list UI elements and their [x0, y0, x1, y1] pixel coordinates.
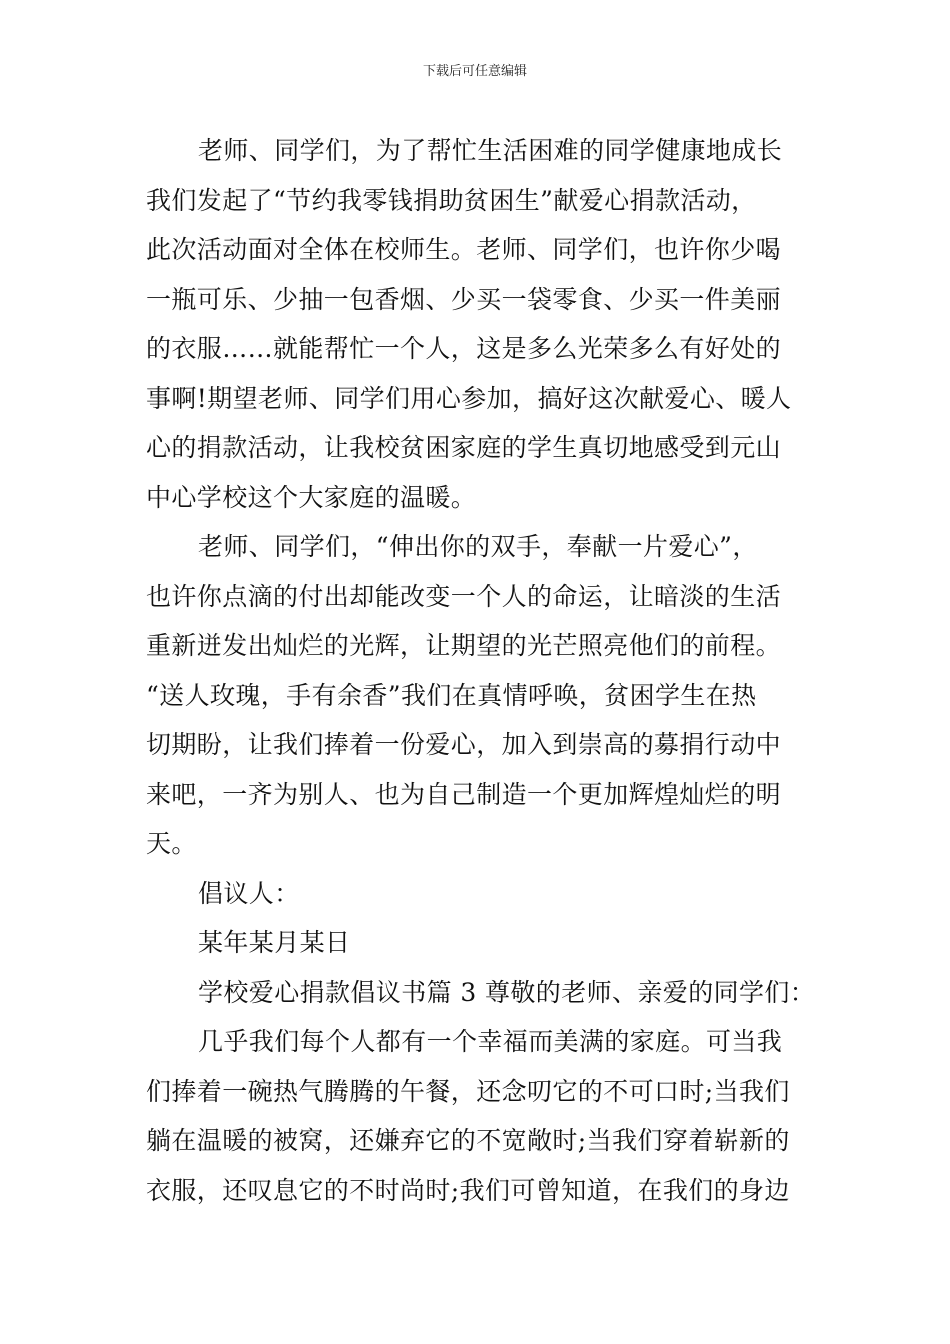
- paragraph-line: “送人玫瑰，手有余香”我们在真情呼唤，贫困学生在热: [146, 680, 757, 710]
- paragraph-line: 心的捐款活动，让我校贫困家庭的学生真切地感受到元山: [146, 433, 782, 462]
- document-body: [146, 126, 816, 1215]
- paragraph-line: 老师、同学们，“伸出你的双手，奉献一片爱心”，: [198, 532, 758, 561]
- paragraph-line: 的衣服……就能帮忙一个人，这是多么光荣多么有好处的: [146, 334, 782, 363]
- paragraph-line: 们捧着一碗热气腾腾的午餐，还念叨它的不可口时;当我们: [146, 1076, 790, 1106]
- paragraph-line: 天。: [146, 829, 197, 858]
- section-heading: 学校爱心捐款倡议书篇 3 尊敬的老师、亲爱的同学们：: [198, 977, 816, 1007]
- paragraph-line: 事啊!期望老师、同学们用心参加，搞好这次献爱心、暖人: [146, 383, 792, 413]
- paragraph-line: 切期盼，让我们捧着一份爱心，加入到崇高的募捐行动中: [146, 730, 782, 759]
- date-line: 某年某月某日: [198, 928, 351, 957]
- signature-label: 倡议人：: [198, 878, 300, 908]
- paragraph-line: 老师、同学们，为了帮忙生活困难的同学健康地成长: [198, 136, 783, 165]
- paragraph-line: 衣服，还叹息它的不时尚时;我们可曾知道，在我们的身边: [146, 1175, 790, 1205]
- paragraph-line: 中心学校这个大家庭的温暖。: [146, 482, 477, 512]
- page-header: 下载后可任意编辑: [422, 64, 527, 79]
- paragraph-line: 一瓶可乐、少抽一包香烟、少买一袋零食、少买一件美丽: [146, 284, 782, 314]
- paragraph-line: 来吧，一齐为别人、也为自己制造一个更加辉煌灿烂的明: [146, 779, 782, 809]
- paragraph-line: 几乎我们每个人都有一个幸福而美满的家庭。可当我: [198, 1027, 783, 1056]
- paragraph-line: 我们发起了“节约我零钱捐助贫困生”献爱心捐款活动，: [146, 185, 757, 215]
- paragraph-line: 此次活动面对全体在校师生。老师、同学们，也许你少喝: [146, 235, 782, 264]
- paragraph-line: 重新迸发出灿烂的光辉，让期望的光芒照亮他们的前程。: [146, 631, 782, 660]
- paragraph-line: 也许你点滴的付出却能改变一个人的命运，让暗淡的生活: [146, 581, 782, 611]
- paragraph-line: 躺在温暖的被窝，还嫌弃它的不宽敞时;当我们穿着崭新的: [146, 1126, 790, 1155]
